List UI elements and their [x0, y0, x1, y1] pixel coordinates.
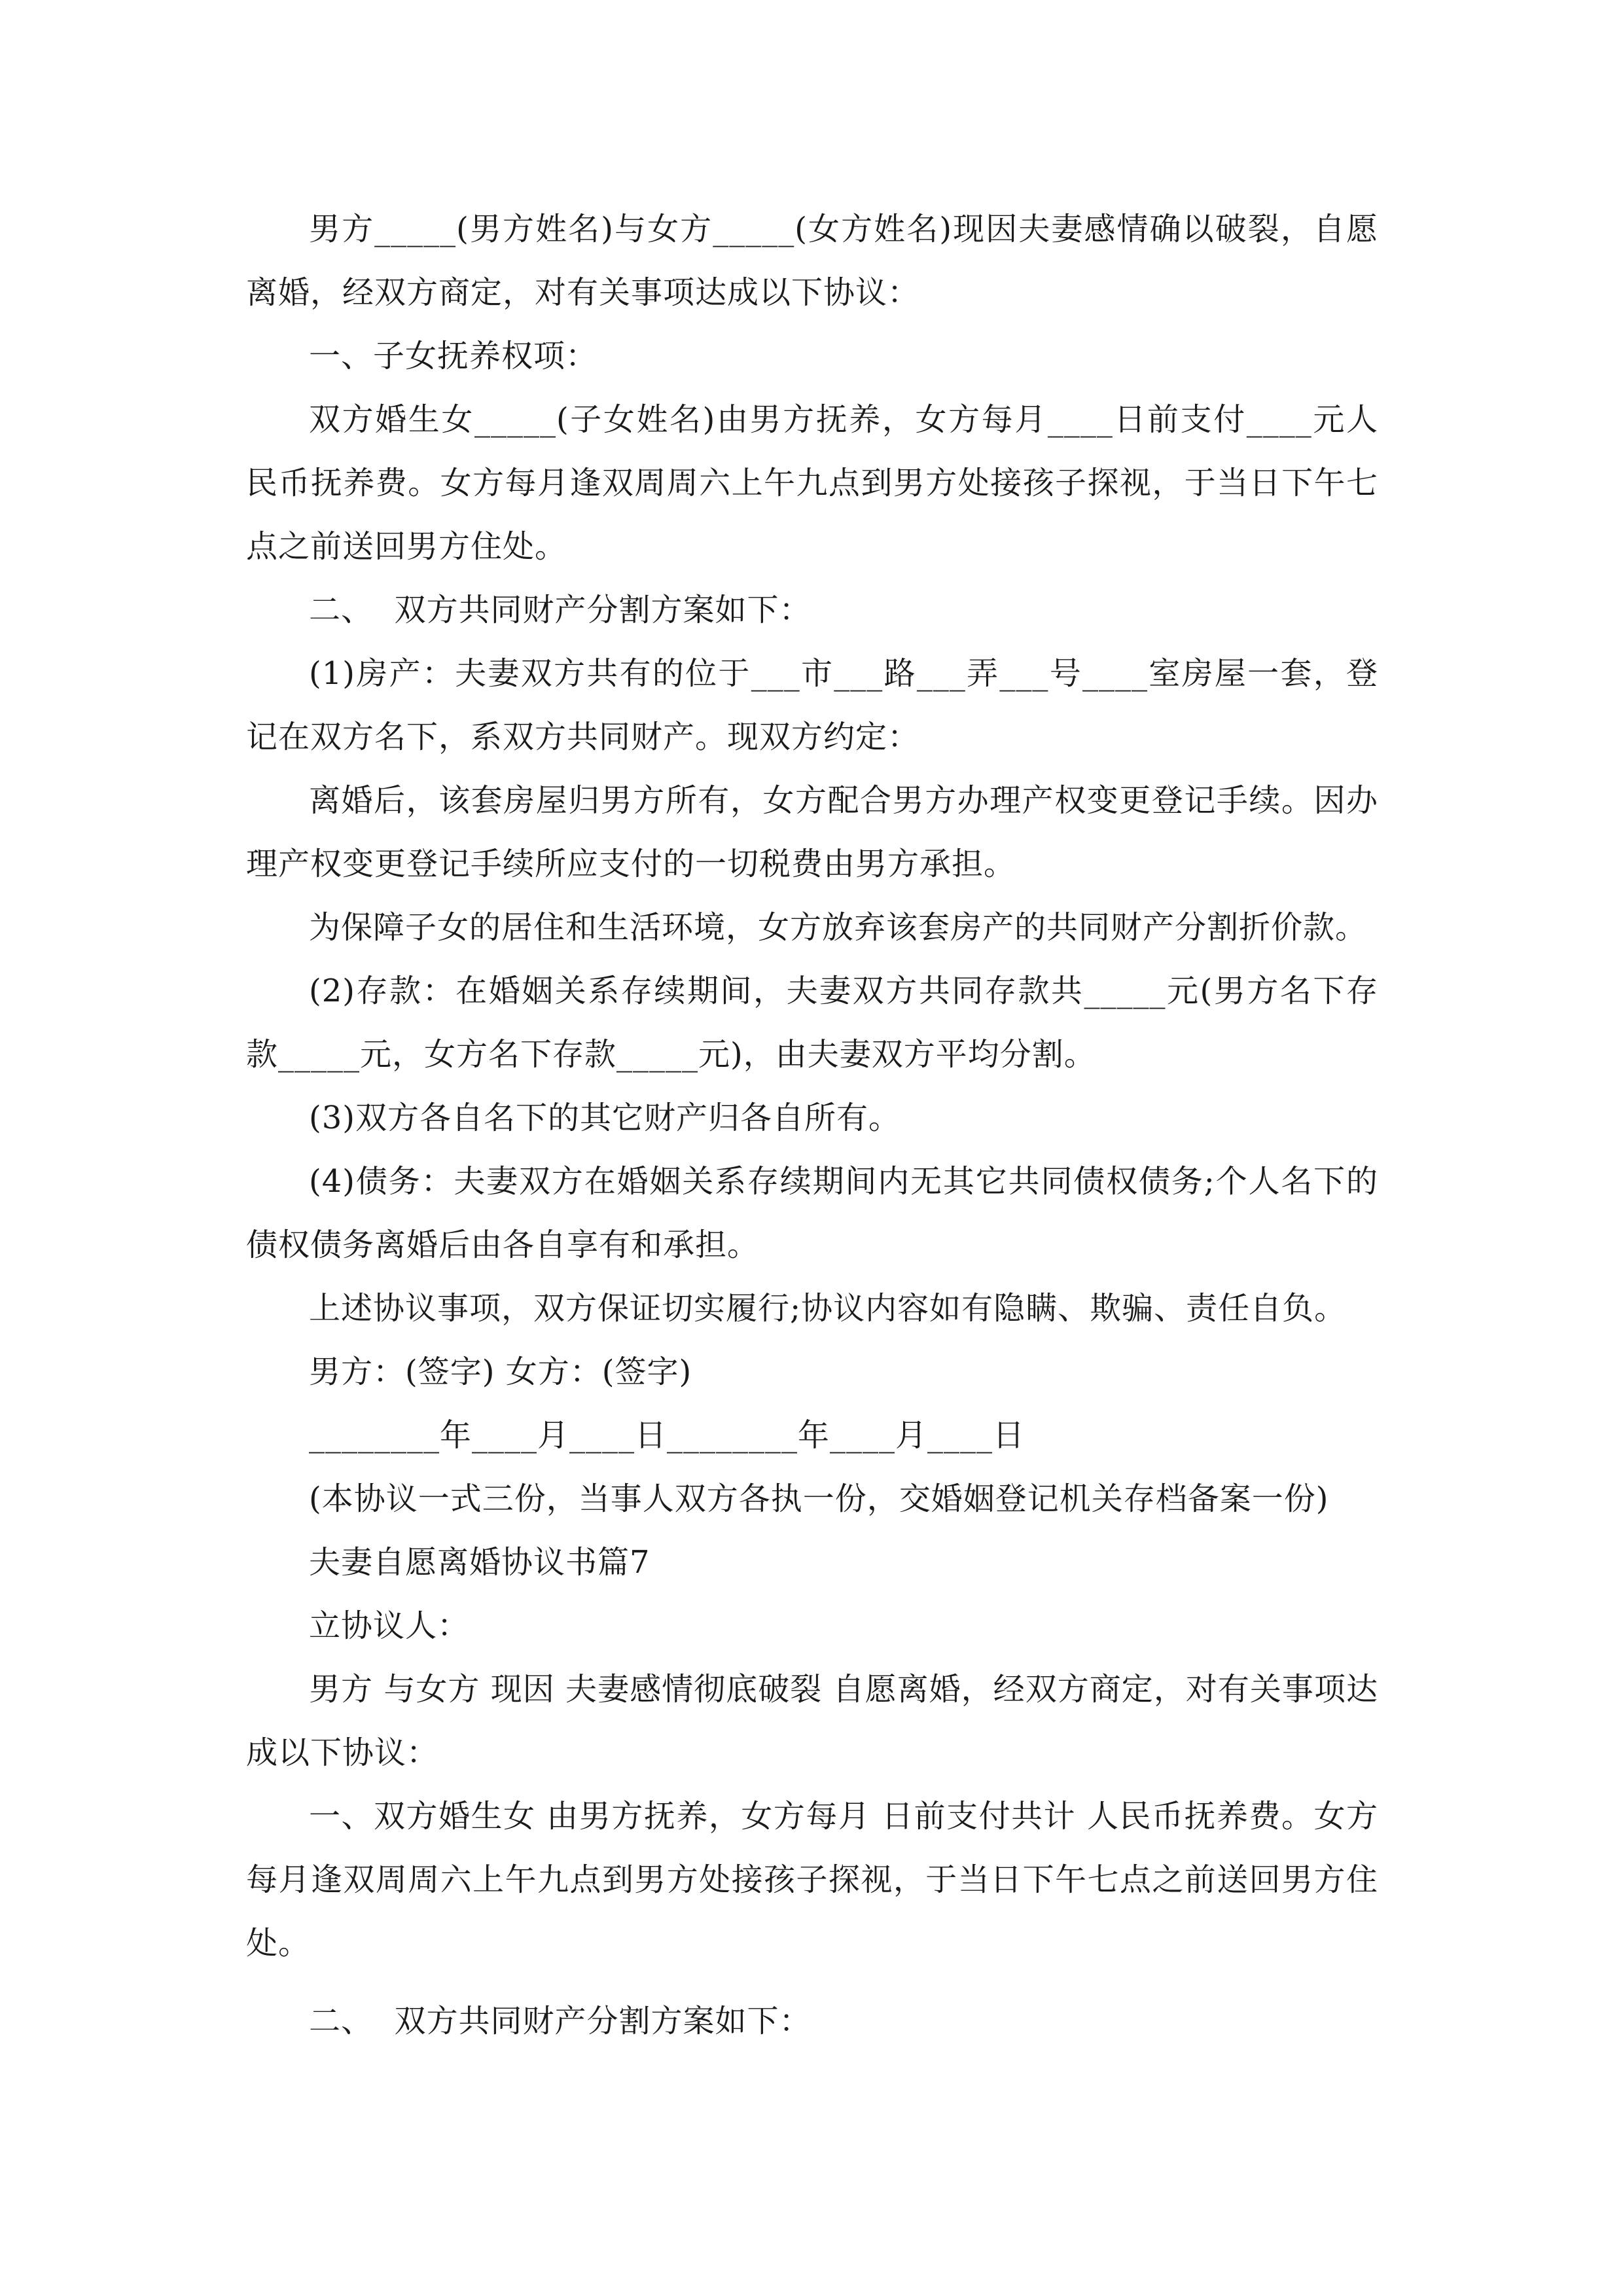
heading-child-custody: 一、子女抚养权项： [309, 338, 598, 374]
paragraph-child-support: 双方婚生女_____(子女姓名)由男方抚养，女方每月____日前支付____元人民币抚养费。女方每月逢双周周六上午九点到男方处接孩子探视，于当日下午七点之前送回男方住处。 [246, 401, 1378, 565]
copies-note: (本协议一式三份，当事人双方各执一份，交婚姻登记机关存档备案一份) [309, 1480, 1329, 1517]
paragraph-intro-2: 男方 与女方 现因 夫妻感情彻底破裂 自愿离婚，经双方商定，对有关事项达成以下协议： [246, 1671, 1378, 1771]
paragraph-savings: (2)存款：在婚姻关系存续期间，夫妻双方共同存款共_____元(男方名下存款_____元，女方名下存款_____元)，由夫妻双方平均分割。 [246, 973, 1378, 1073]
signature-line: 男方：(签字) 女方：(签字) [309, 1354, 692, 1390]
paragraph-waiver: 为保障子女的居住和生活环境，女方放弃该套房产的共同财产分割折价款。 [309, 909, 1368, 946]
heading-property-division: 二、 双方共同财产分割方案如下： [309, 592, 812, 628]
paragraph-real-estate: (1)房产：夫妻双方共有的位于___市___路___弄___号____室房屋一套，登记在双方名下，系双方共同财产。现双方约定： [246, 655, 1378, 755]
paragraph-intro: 男方_____(男方姓名)与女方_____(女方姓名)现因夫妻感情确以破裂，自愿离婚，经双方商定，对有关事项达成以下协议： [246, 211, 1378, 311]
section-title: 夫妻自愿离婚协议书篇7 [309, 1544, 651, 1581]
paragraph-house-transfer: 离婚后，该套房屋归男方所有，女方配合男方办理产权变更登记手续。因办理产权变更登记手续所应支付的一切税费由男方承担。 [246, 782, 1378, 882]
date-line: ________年____月____日________年____月____日 [309, 1417, 1026, 1454]
heading-property-division-2: 二、 双方共同财产分割方案如下： [309, 2003, 812, 2039]
paragraph-other-property: (3)双方各自名下的其它财产归各自所有。 [309, 1100, 901, 1136]
paragraph-child-support-2: 一、双方婚生女 由男方抚养，女方每月 日前支付共计 人民币抚养费。女方每月逢双周周六上午九点到男方处接孩子探视，于当日下午七点之前送回男方住处。 [246, 1798, 1378, 1962]
parties-label: 立协议人： [309, 1607, 470, 1644]
paragraph-guarantee: 上述协议事项，双方保证切实履行;协议内容如有隐瞒、欺骗、责任自负。 [309, 1290, 1347, 1327]
paragraph-debts: (4)债务：夫妻双方在婚姻关系存续期间内无其它共同债权债务;个人名下的债权债务离婚后由各自享有和承担。 [246, 1163, 1378, 1263]
document-body [246, 198, 1378, 2053]
